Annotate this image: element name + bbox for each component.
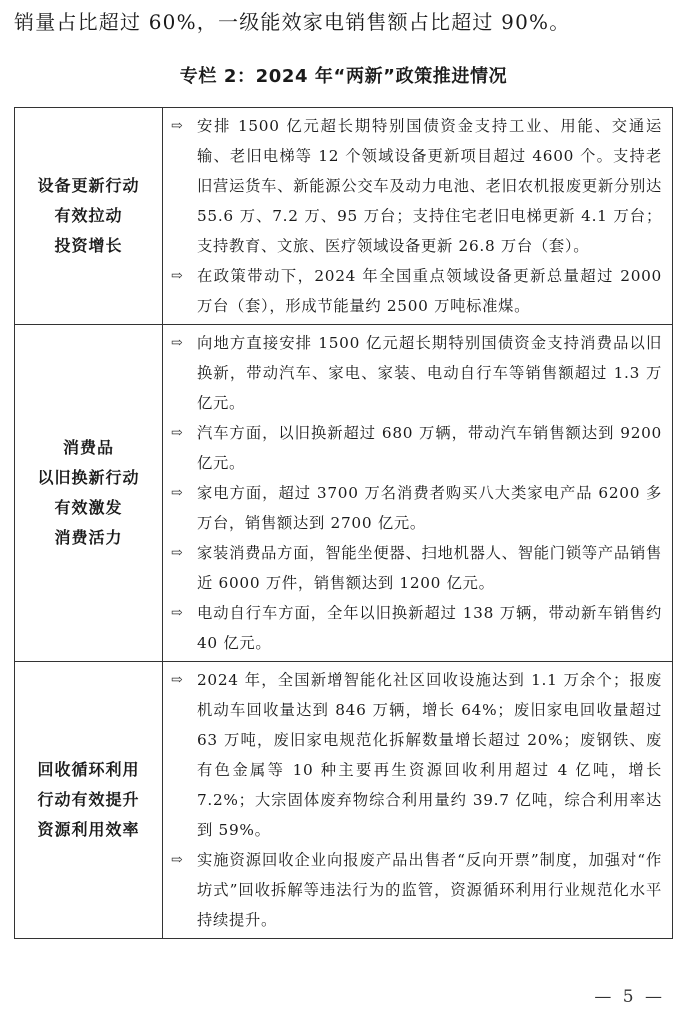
arrow-bullet-icon: ⇨	[171, 485, 183, 501]
theme-line: 消费品	[62, 438, 114, 457]
page-number: — 5 —	[594, 987, 665, 1007]
bullet-text: 安排 1500 亿元超长期特别国债资金支持工业、用能、交通运输、老旧电梯等 12 个领域设备更新项目超过 4600 个。支持老旧营运货车、新能源公交车及动力电池、老旧农机报废更新分别达 55.6 万、7.2 万、95 万台；支持住宅老旧电梯更新 4.1 万台；支持教育、文旅、医疗领域设备更新 26.8 万台（套）。	[197, 117, 662, 255]
theme-line: 消费活力	[54, 528, 123, 547]
policy-row	[15, 108, 673, 325]
bullet-item	[171, 598, 662, 658]
bullet-text: 向地方直接安排 1500 亿元超长期特别国债资金支持消费品以旧换新，带动汽车、家电、家装、电动自行车等销售额超过 1.3 万亿元。	[197, 334, 662, 412]
policy-table	[14, 107, 673, 939]
theme-line: 设备更新行动	[37, 176, 140, 195]
box-caption: 专栏 2：2024 年“两新”政策推进情况	[179, 66, 508, 87]
row-theme	[15, 108, 163, 325]
bullet-text: 家电方面，超过 3700 万名消费者购买八大类家电产品 6200 多万台，销售额达到 2700 亿元。	[197, 484, 662, 532]
bullet-item	[171, 665, 662, 845]
bullet-item	[171, 261, 662, 321]
bullet-item	[171, 111, 662, 261]
bullet-text: 2024 年，全国新增智能化社区回收设施达到 1.1 万余个；报废机动车回收量达到 846 万辆，增长 64%；废旧家电回收量超过 63 万吨，废旧家电规范化拆解数量增长超过 20%；废钢铁、废有色金属等 10 种主要再生资源回收利用超过 4 亿吨，增长 7.2%；大宗固体废弃物综合利用量约 39.7 亿吨，综合利用率达到 59%。	[197, 671, 662, 839]
bullet-text: 在政策带动下，2024 年全国重点领域设备更新总量超过 2000 万台（套），形成节能量约 2500 万吨标准煤。	[197, 267, 662, 315]
policy-row	[15, 662, 673, 939]
arrow-bullet-icon: ⇨	[171, 335, 183, 351]
row-theme	[15, 662, 163, 939]
theme-line: 行动有效提升	[37, 790, 140, 809]
bullet-text: 实施资源回收企业向报废产品出售者“反向开票”制度，加强对“作坊式”回收拆解等违法行为的监管，资源循环利用行业规范化水平持续提升。	[197, 851, 662, 929]
bullet-text: 家装消费品方面，智能坐便器、扫地机器人、智能门锁等产品销售近 6000 万件，销售额达到 1200 亿元。	[197, 544, 662, 592]
theme-line: 回收循环利用	[37, 760, 140, 779]
theme-line: 资源利用效率	[37, 820, 140, 839]
row-theme	[15, 325, 163, 662]
bullet-text: 汽车方面，以旧换新超过 680 万辆，带动汽车销售额达到 9200 亿元。	[197, 424, 662, 472]
arrow-bullet-icon: ⇨	[171, 425, 183, 441]
bullet-item	[171, 418, 662, 478]
arrow-bullet-icon: ⇨	[171, 852, 183, 868]
policy-row	[15, 325, 673, 662]
arrow-bullet-icon: ⇨	[171, 268, 183, 284]
theme-line: 有效拉动	[54, 206, 123, 225]
bullet-item	[171, 328, 662, 418]
lead-paragraph: 销量占比超过 60%，一级能效家电销售额占比超过 90%。	[14, 10, 571, 34]
theme-line: 以旧换新行动	[37, 468, 140, 487]
arrow-bullet-icon: ⇨	[171, 672, 183, 688]
bullet-text: 电动自行车方面，全年以旧换新超过 138 万辆，带动新车销售约 40 亿元。	[197, 604, 662, 652]
bullet-item	[171, 478, 662, 538]
theme-line: 投资增长	[54, 236, 123, 255]
arrow-bullet-icon: ⇨	[171, 605, 183, 621]
row-details	[163, 325, 673, 662]
bullet-item	[171, 845, 662, 935]
arrow-bullet-icon: ⇨	[171, 118, 183, 134]
row-details	[163, 108, 673, 325]
row-details	[163, 662, 673, 939]
arrow-bullet-icon: ⇨	[171, 545, 183, 561]
theme-line: 有效激发	[54, 498, 123, 517]
bullet-item	[171, 538, 662, 598]
